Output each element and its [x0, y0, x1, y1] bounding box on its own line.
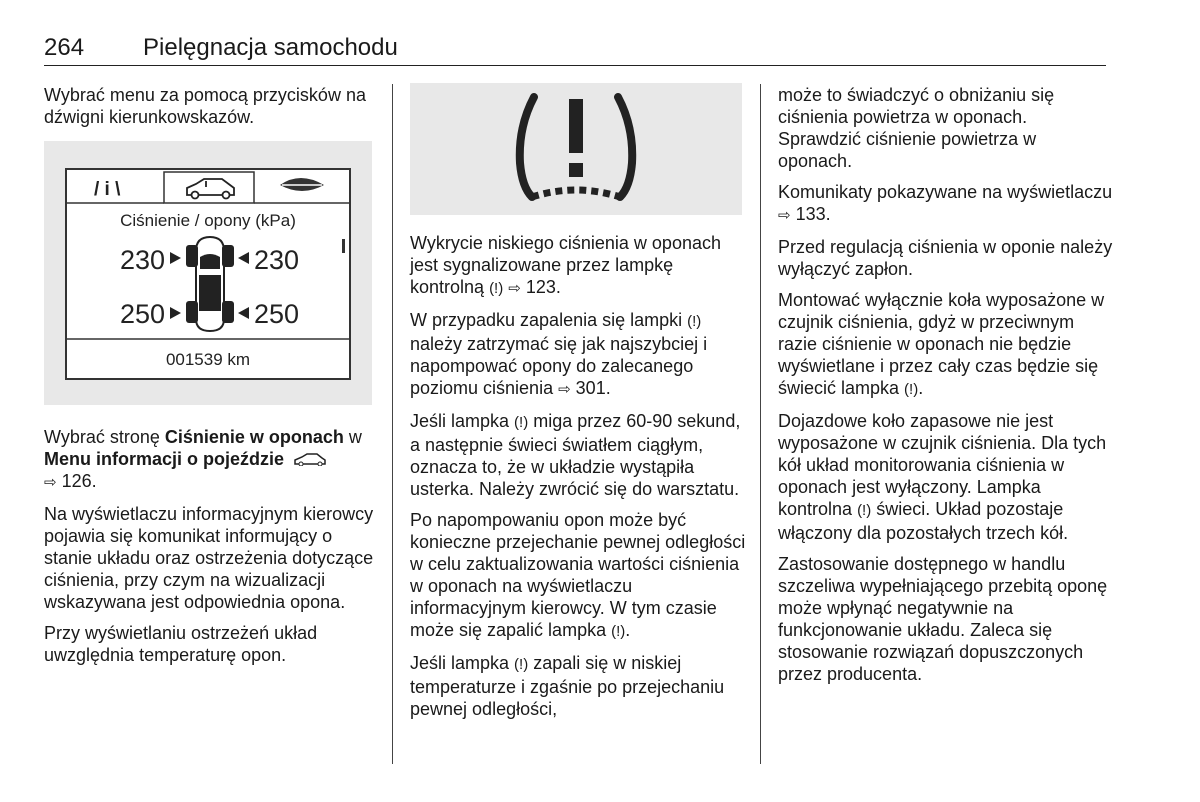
text-fragment: Dojazdowe koło zapasowe nie jest wyposażone w czujnik ciśnienia. Dla tych kół układ monitorowania ciśnienia w oponach jest wyłączony. Lampka kontrolna: [778, 411, 1107, 519]
text-fragment: miga przez 60-90 sekund, a następnie świeci światłem ciągłym, oznacza to, że w układzie wystąpiła usterka. Należy zwrócić się do warsztatu.: [410, 411, 741, 499]
text-fragment: Montować wyłącznie koła wyposażone w czujnik ciśnienia, gdyż w przeciwnym razie ciśnienie w oponach nie będzie wyświetlane i przez cały czas będzie się świecić lampka: [778, 290, 1105, 398]
page-title: Pielęgnacja samochodu: [143, 34, 398, 61]
page-reference[interactable]: 126.: [61, 471, 97, 491]
paragraph-messages: [778, 181, 1113, 227]
paragraph-ignition-off: Przed regulacją ciśnienia w oponie należy wyłączyć zapłon.: [778, 237, 1113, 279]
text-fragment: Wybrać stronę: [44, 427, 165, 447]
car-icon: [293, 452, 327, 466]
paragraph-low-pressure-detection: [410, 232, 750, 300]
driver-info-display: [44, 141, 372, 405]
lamp-icon: (!): [611, 623, 626, 640]
page-header: [44, 32, 1106, 66]
lamp-icon: (!): [489, 280, 504, 297]
paragraph-spare-wheel: [778, 410, 1113, 544]
text-fragment: Jeśli lampka: [410, 653, 515, 673]
text-fragment: Jeśli lampka: [410, 411, 515, 431]
lamp-icon: (!): [857, 502, 872, 519]
paragraph-lamp-lit: [410, 309, 750, 401]
text-fragment: Komunikaty pokazywane na wyświetlaczu: [778, 182, 1113, 202]
text-fragment: świeci. Układ pozostaje włączony dla pozostałych trzech kół.: [778, 499, 1069, 543]
display-caption: Ciśnienie / opony (kPa): [120, 211, 296, 230]
text-fragment: Wykrycie niskiego ciśnienia w oponach jest sygnalizowane przez lampkę kontrolną: [410, 233, 721, 297]
paragraph-display-info: Na wyświetlaczu informacyjnym kierowcy pojawia się komunikat informujący o stanie układu oraz ostrzeżenia dotyczące ciśnienia, przy czym na wizualizacji wskazywana jest odpowiednia opona.: [44, 504, 374, 612]
term-tire-pressure: Ciśnienie w oponach: [164, 427, 344, 447]
display-scroll-indicator: [342, 239, 345, 253]
text-fragment: W przypadku zapalenia się lampki: [410, 310, 688, 330]
paragraph-select-page: [44, 426, 379, 494]
lamp-icon: (!): [687, 313, 702, 330]
text-fragment: zapali się w niskiej temperaturze i zgaśnie po przejechaniu pewnej odległości,: [410, 653, 725, 719]
column-divider-2: [760, 84, 761, 764]
column-divider-1: [392, 84, 393, 764]
page-reference[interactable]: 133.: [795, 204, 831, 224]
paragraph-sealant: Zastosowanie dostępnego w handlu szczeliwa wypełniającego przebitą oponę może wpłynąć negatywnie na funkcjonowanie układu. Zaleca się stosowanie rozwiązań dopuszczonych przez producenta.: [778, 554, 1108, 684]
page-number: 264: [44, 34, 85, 61]
page-ref-arrow-icon: ⇨: [778, 207, 791, 224]
pressure-rear-left: 250: [120, 299, 166, 329]
paragraph-pressure-loss: może to świadczyć o obniżaniu się ciśnienia powietrza w oponach. Sprawdzić ciśnienie powietrza w oponach.: [778, 85, 1055, 171]
tpms-lamp-figure: [410, 83, 742, 215]
page-ref-arrow-icon: ⇨: [44, 474, 57, 491]
text-fragment: .: [918, 378, 924, 398]
display-figure: [44, 141, 372, 405]
text-fragment: należy zatrzymać się jak najszybciej i napompować opony do zalecanego poziomu ciśnienia: [410, 334, 708, 398]
paragraph-select-menu: Wybrać menu za pomocą przycisków na dźwigni kierunkowskazów.: [44, 85, 366, 127]
paragraph-temperature: Przy wyświetlaniu ostrzeżeń układ uwzględnia temperaturę opon.: [44, 623, 318, 665]
tpms-warning-icon: [410, 83, 742, 215]
pressure-front-right: 230: [254, 245, 300, 275]
text-fragment: .: [625, 620, 631, 640]
term-vehicle-info-menu: Menu informacji o pojeździe: [44, 449, 285, 469]
page-ref-arrow-icon: ⇨: [558, 381, 571, 398]
page-reference[interactable]: 123.: [525, 277, 561, 297]
pressure-front-left: 230: [120, 245, 166, 275]
paragraph-lamp-flashing: [410, 410, 750, 500]
paragraph-low-temperature: [410, 652, 750, 720]
page-reference[interactable]: 301.: [575, 378, 611, 398]
column-1: [44, 84, 379, 137]
text-fragment: w: [343, 427, 362, 447]
pressure-rear-right: 250: [254, 299, 300, 329]
paragraph-after-inflation: [410, 509, 750, 643]
column-3: [778, 84, 1113, 694]
lamp-icon: (!): [514, 414, 529, 431]
lamp-icon: (!): [514, 656, 529, 673]
tab-info-icon: / i \: [94, 179, 121, 200]
column-1-continued: [44, 426, 379, 675]
paragraph-sensor-wheels: [778, 289, 1113, 401]
lamp-icon: (!): [904, 381, 919, 398]
column-2: [410, 232, 750, 729]
odometer-reading: 001539 km: [165, 350, 251, 369]
page-ref-arrow-icon: ⇨: [508, 280, 521, 297]
text-fragment: Po napompowaniu opon może być konieczne przejechanie pewnej odległości w celu zaktualizowania wartości ciśnienia w oponach na wyświetlaczu informacyjnym kierowcy. W tym czasie może się zapalić lampka: [410, 510, 746, 640]
